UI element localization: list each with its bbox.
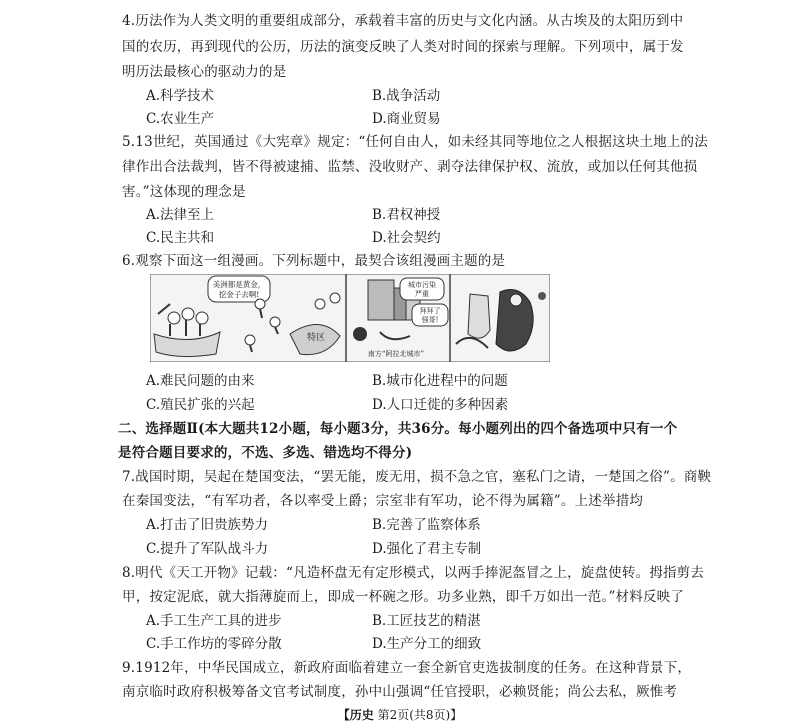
q4-option-a: A.科学技术 xyxy=(146,88,215,104)
comic-bubble-2-line-2: 严重 xyxy=(415,290,429,298)
q8-option-a: A.手工生产工具的进步 xyxy=(146,613,282,629)
comic-bubble-1-line-2: 挖金子去啊! xyxy=(218,290,260,299)
section-2-heading-line-2: 是符合题目要求的，不选、多选、错选均不得分) xyxy=(118,445,413,461)
q5-option-a: A.法律至上 xyxy=(146,207,215,223)
footer-subject: 【历史 xyxy=(337,708,374,722)
q5-option-b: B.君权神授 xyxy=(372,207,441,223)
q4-option-c: C.农业生产 xyxy=(146,111,215,127)
section-2-heading-line-1: 二、选择题Ⅱ(本大题共12小题，每小题3分，共36分。每小题列出的四个备选项中只有一个 xyxy=(118,421,678,437)
q6-line-1: 6.观察下面这一组漫画。下列标题中，最契合该组漫画主题的是 xyxy=(122,253,506,269)
q5-option-d: D.社会契约 xyxy=(372,230,441,246)
page-footer xyxy=(0,706,800,723)
q8-line-1: 8.明代《天工开物》记载：“凡造杯盘无有定形模式，以两手捧泥盔冒之上，旋盘使转。拇指剪去 xyxy=(122,565,705,581)
q6-option-a: A.难民问题的由来 xyxy=(146,373,255,389)
q7-option-a: A.打击了旧贵族势力 xyxy=(146,517,269,533)
comic-region-label: 特区 xyxy=(306,333,326,343)
q7-line-2: 在秦国变法，“有军功者，各以率受上爵；宗室非有军功，论不得为属籍”。上述举措均 xyxy=(122,493,644,509)
q8-option-c: C.手工作坊的零碎分散 xyxy=(146,636,282,652)
q5-line-3: 害。”这体现的理念是 xyxy=(122,184,246,200)
footer-page-number: 第2页(共8页)】 xyxy=(377,708,463,722)
q4-line-3: 明历法最核心的驱动力的是 xyxy=(122,64,287,80)
q7-option-c: C.提升了军队战斗力 xyxy=(146,541,269,557)
q5-option-c: C.民主共和 xyxy=(146,230,215,246)
q7-option-b: B.完善了监察体系 xyxy=(372,517,481,533)
q4-option-d: D.商业贸易 xyxy=(372,111,441,127)
q5-line-1: 5.13世纪，英国通过《大宪章》规定：“任何自由人，如未经其同等地位之人根据这块土地上的法 xyxy=(122,134,708,150)
q6-option-c: C.殖民扩张的兴起 xyxy=(146,397,255,413)
q4-line-2: 国的农历，再到现代的公历，历法的演变反映了人类对时间的探索与理解。下列项中，属于发 xyxy=(122,39,684,55)
q7-option-d: D.强化了君主专制 xyxy=(372,541,482,557)
q6-option-b: B.城市化进程中的问题 xyxy=(372,373,508,389)
comic-bubble-2-line-1: 城市污染 xyxy=(408,281,436,289)
q4-line-1: 4.历法作为人类文明的重要组成部分，承载着丰富的历史与文化内涵。从古埃及的太阳历到中 xyxy=(122,13,684,29)
comic-bubble-3-line-1: 拜拜了 xyxy=(419,307,441,315)
q5-line-2: 律作出合法裁判，皆不得被逮捕、监禁、没收财产、剥夺法律保护权、流放，或加以任何其他损 xyxy=(122,159,698,175)
q4-option-b: B.战争活动 xyxy=(372,88,441,104)
q8-line-2: 甲，按定泥底，就大指薄旋而上，即成一杯碗之形。功多业熟，即千万如出一范。”材料反映了 xyxy=(122,589,685,605)
comic-bubble-1-line-1: 美洲都是黄金， xyxy=(212,280,266,289)
q8-option-d: D.生产分工的细致 xyxy=(372,636,482,652)
q8-option-b: B.工匠技艺的精湛 xyxy=(372,613,481,629)
q7-line-1: 7.战国时期，吴起在楚国变法，“罢无能，废无用，损不急之官，塞私门之请，一楚国之俗”。商鞅 xyxy=(122,469,712,485)
q9-line-2: 南京临时政府积极筹备文官考试制度，孙中山强调“任官授职，必赖贤能；尚公去私，厥惟考 xyxy=(122,684,678,700)
comic-strip xyxy=(150,274,550,362)
comic-caption: 南方“阿拉北城市” xyxy=(367,350,425,358)
comic-bubble-3-line-2: 强哥! xyxy=(421,316,439,324)
q6-option-d: D.人口迁徙的多种因素 xyxy=(372,397,509,413)
q9-line-1: 9.1912年，中华民国成立，新政府面临着建立一套全新官吏选拔制度的任务。在这种背景下， xyxy=(122,660,692,676)
